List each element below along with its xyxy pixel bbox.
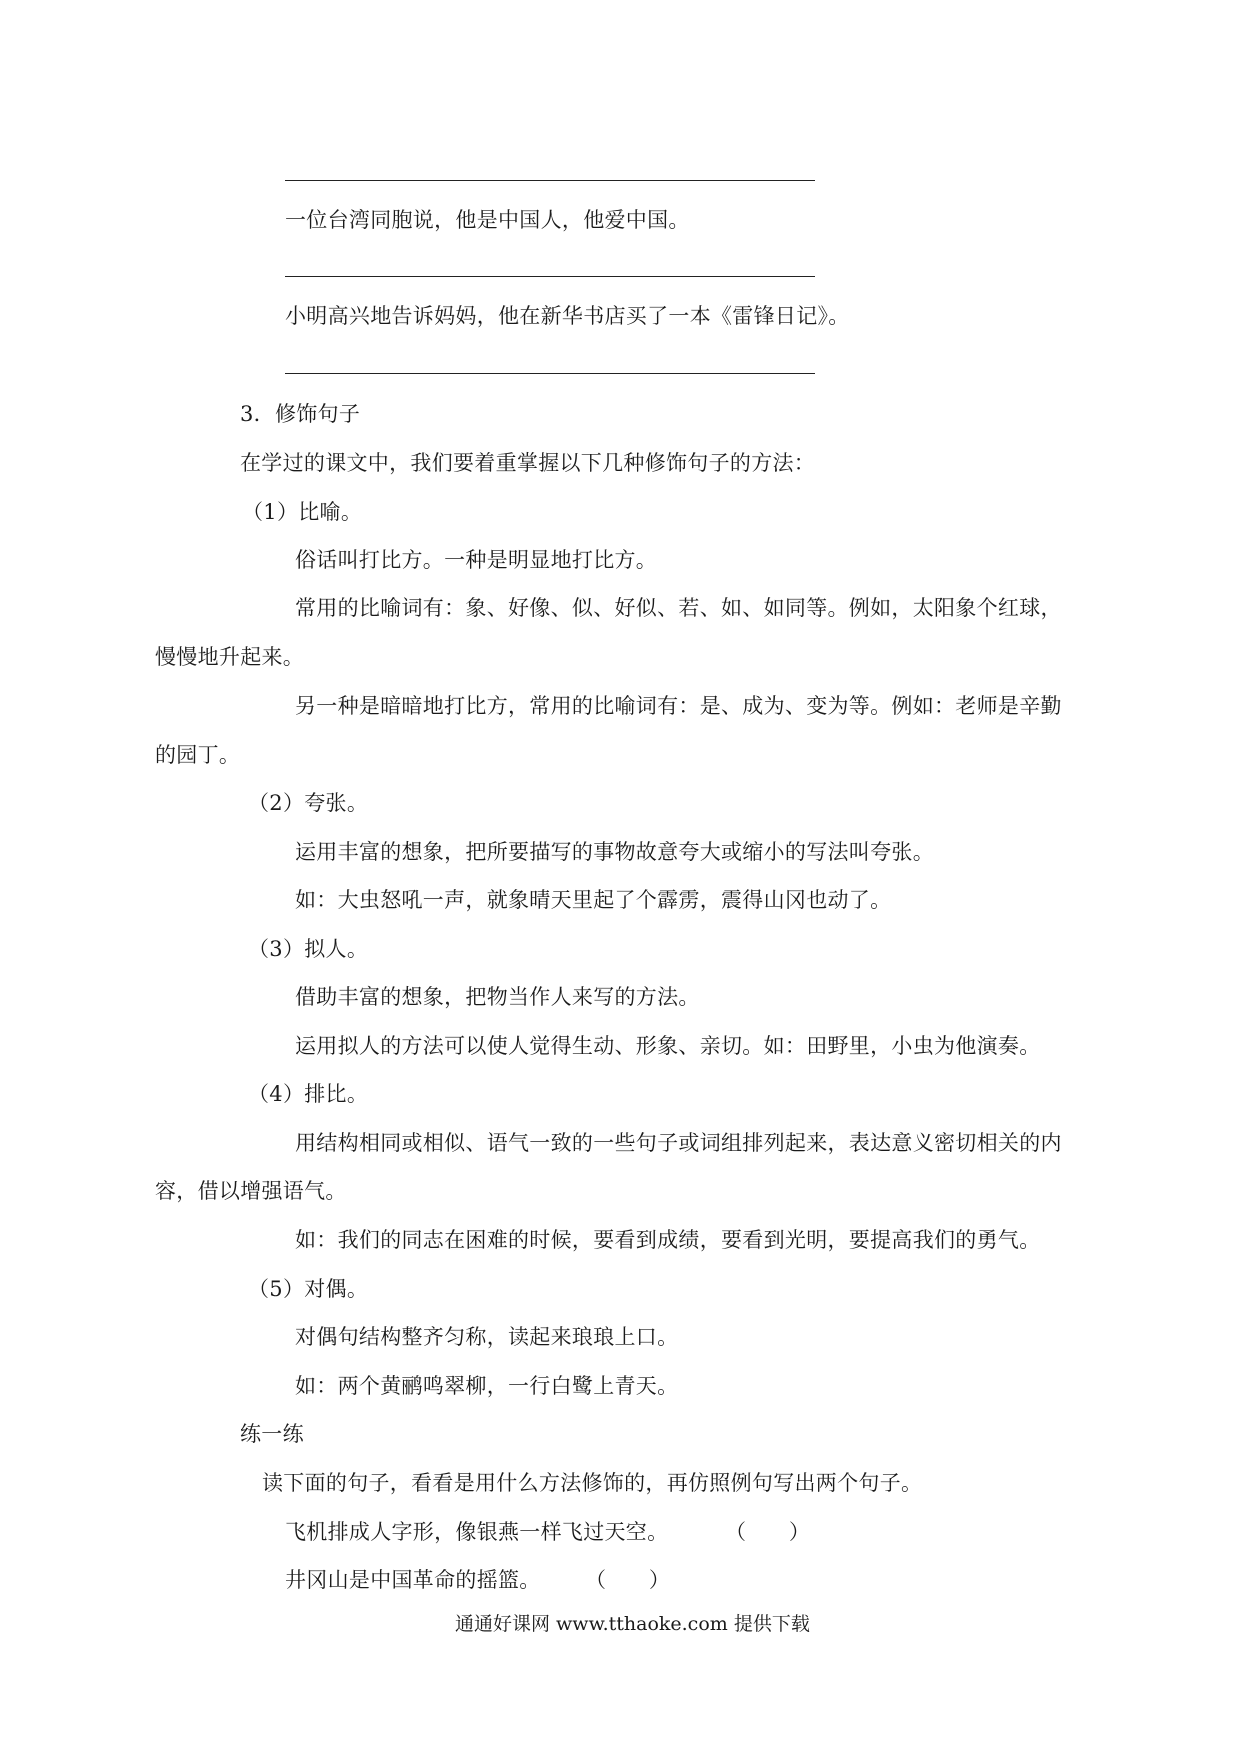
answer-line <box>285 373 815 374</box>
example-sentence: 小明高兴地告诉妈妈，他在新华书店买了一本《雷锋日记》。 <box>285 304 850 328</box>
metaphor-title: （1）比喻。 <box>242 500 363 524</box>
antithesis-example: 如：两个黄鹂鸣翠柳，一行白鹭上青天。 <box>295 1374 679 1398</box>
metaphor-words-line: 慢慢地升起来。 <box>155 645 305 669</box>
practice-sentence: 飞机排成人字形，像银燕一样飞过天空。 <box>285 1520 669 1544</box>
practice-answer-blank[interactable]: （ ） <box>725 1520 811 1544</box>
practice-sentence: 井冈山是中国革命的摇篮。 <box>285 1568 541 1592</box>
personification-title: （3）拟人。 <box>248 937 369 961</box>
personification-example: 运用拟人的方法可以使人觉得生动、形象、亲切。如：田野里，小虫为他演奏。 <box>295 1034 1041 1058</box>
metaphor-words-line: 常用的比喻词有：象、好像、似、好似、若、如、如同等。例如，太阳象个红球， <box>295 596 1062 620</box>
practice-heading: 练一练 <box>240 1422 304 1446</box>
example-sentence: 一位台湾同胞说，他是中国人，他爱中国。 <box>285 208 690 232</box>
answer-line <box>285 276 815 277</box>
parallelism-definition-line: 容，借以增强语气。 <box>155 1179 347 1203</box>
hyperbole-definition: 运用丰富的想象，把所要描写的事物故意夸大或缩小的写法叫夸张。 <box>295 840 934 864</box>
answer-line <box>285 180 815 181</box>
page-footer: 通通好课网 www.tthaoke.com 提供下载 <box>455 1613 810 1635</box>
section-heading: 3．修饰句子 <box>240 402 361 426</box>
antithesis-title: （5）对偶。 <box>248 1277 369 1301</box>
parallelism-example: 如：我们的同志在困难的时候，要看到成绩，要看到光明，要提高我们的勇气。 <box>295 1228 1041 1252</box>
hyperbole-title: （2）夸张。 <box>248 791 369 815</box>
practice-instruction: 读下面的句子，看看是用什么方法修饰的，再仿照例句写出两个句子。 <box>262 1471 923 1495</box>
personification-definition: 借助丰富的想象，把物当作人来写的方法。 <box>295 985 700 1009</box>
parallelism-definition-line: 用结构相同或相似、语气一致的一些句子或词组排列起来，表达意义密切相关的内 <box>295 1131 1062 1155</box>
metaphor-definition: 俗话叫打比方。一种是明显地打比方。 <box>295 548 658 572</box>
antithesis-definition: 对偶句结构整齐匀称，读起来琅琅上口。 <box>295 1325 679 1349</box>
hyperbole-example: 如：大虫怒吼一声，就象晴天里起了个霹雳，震得山冈也动了。 <box>295 888 892 912</box>
section-intro: 在学过的课文中，我们要着重掌握以下几种修饰句子的方法： <box>240 451 816 475</box>
practice-item <box>285 1518 811 1546</box>
parallelism-title: （4）排比。 <box>248 1082 369 1106</box>
practice-item <box>285 1566 671 1594</box>
metaphor-implicit-line: 另一种是暗暗地打比方，常用的比喻词有：是、成为、变为等。例如：老师是辛勤 <box>295 694 1062 718</box>
metaphor-implicit-line: 的园丁。 <box>155 743 241 767</box>
practice-answer-blank[interactable]: （ ） <box>585 1568 671 1592</box>
